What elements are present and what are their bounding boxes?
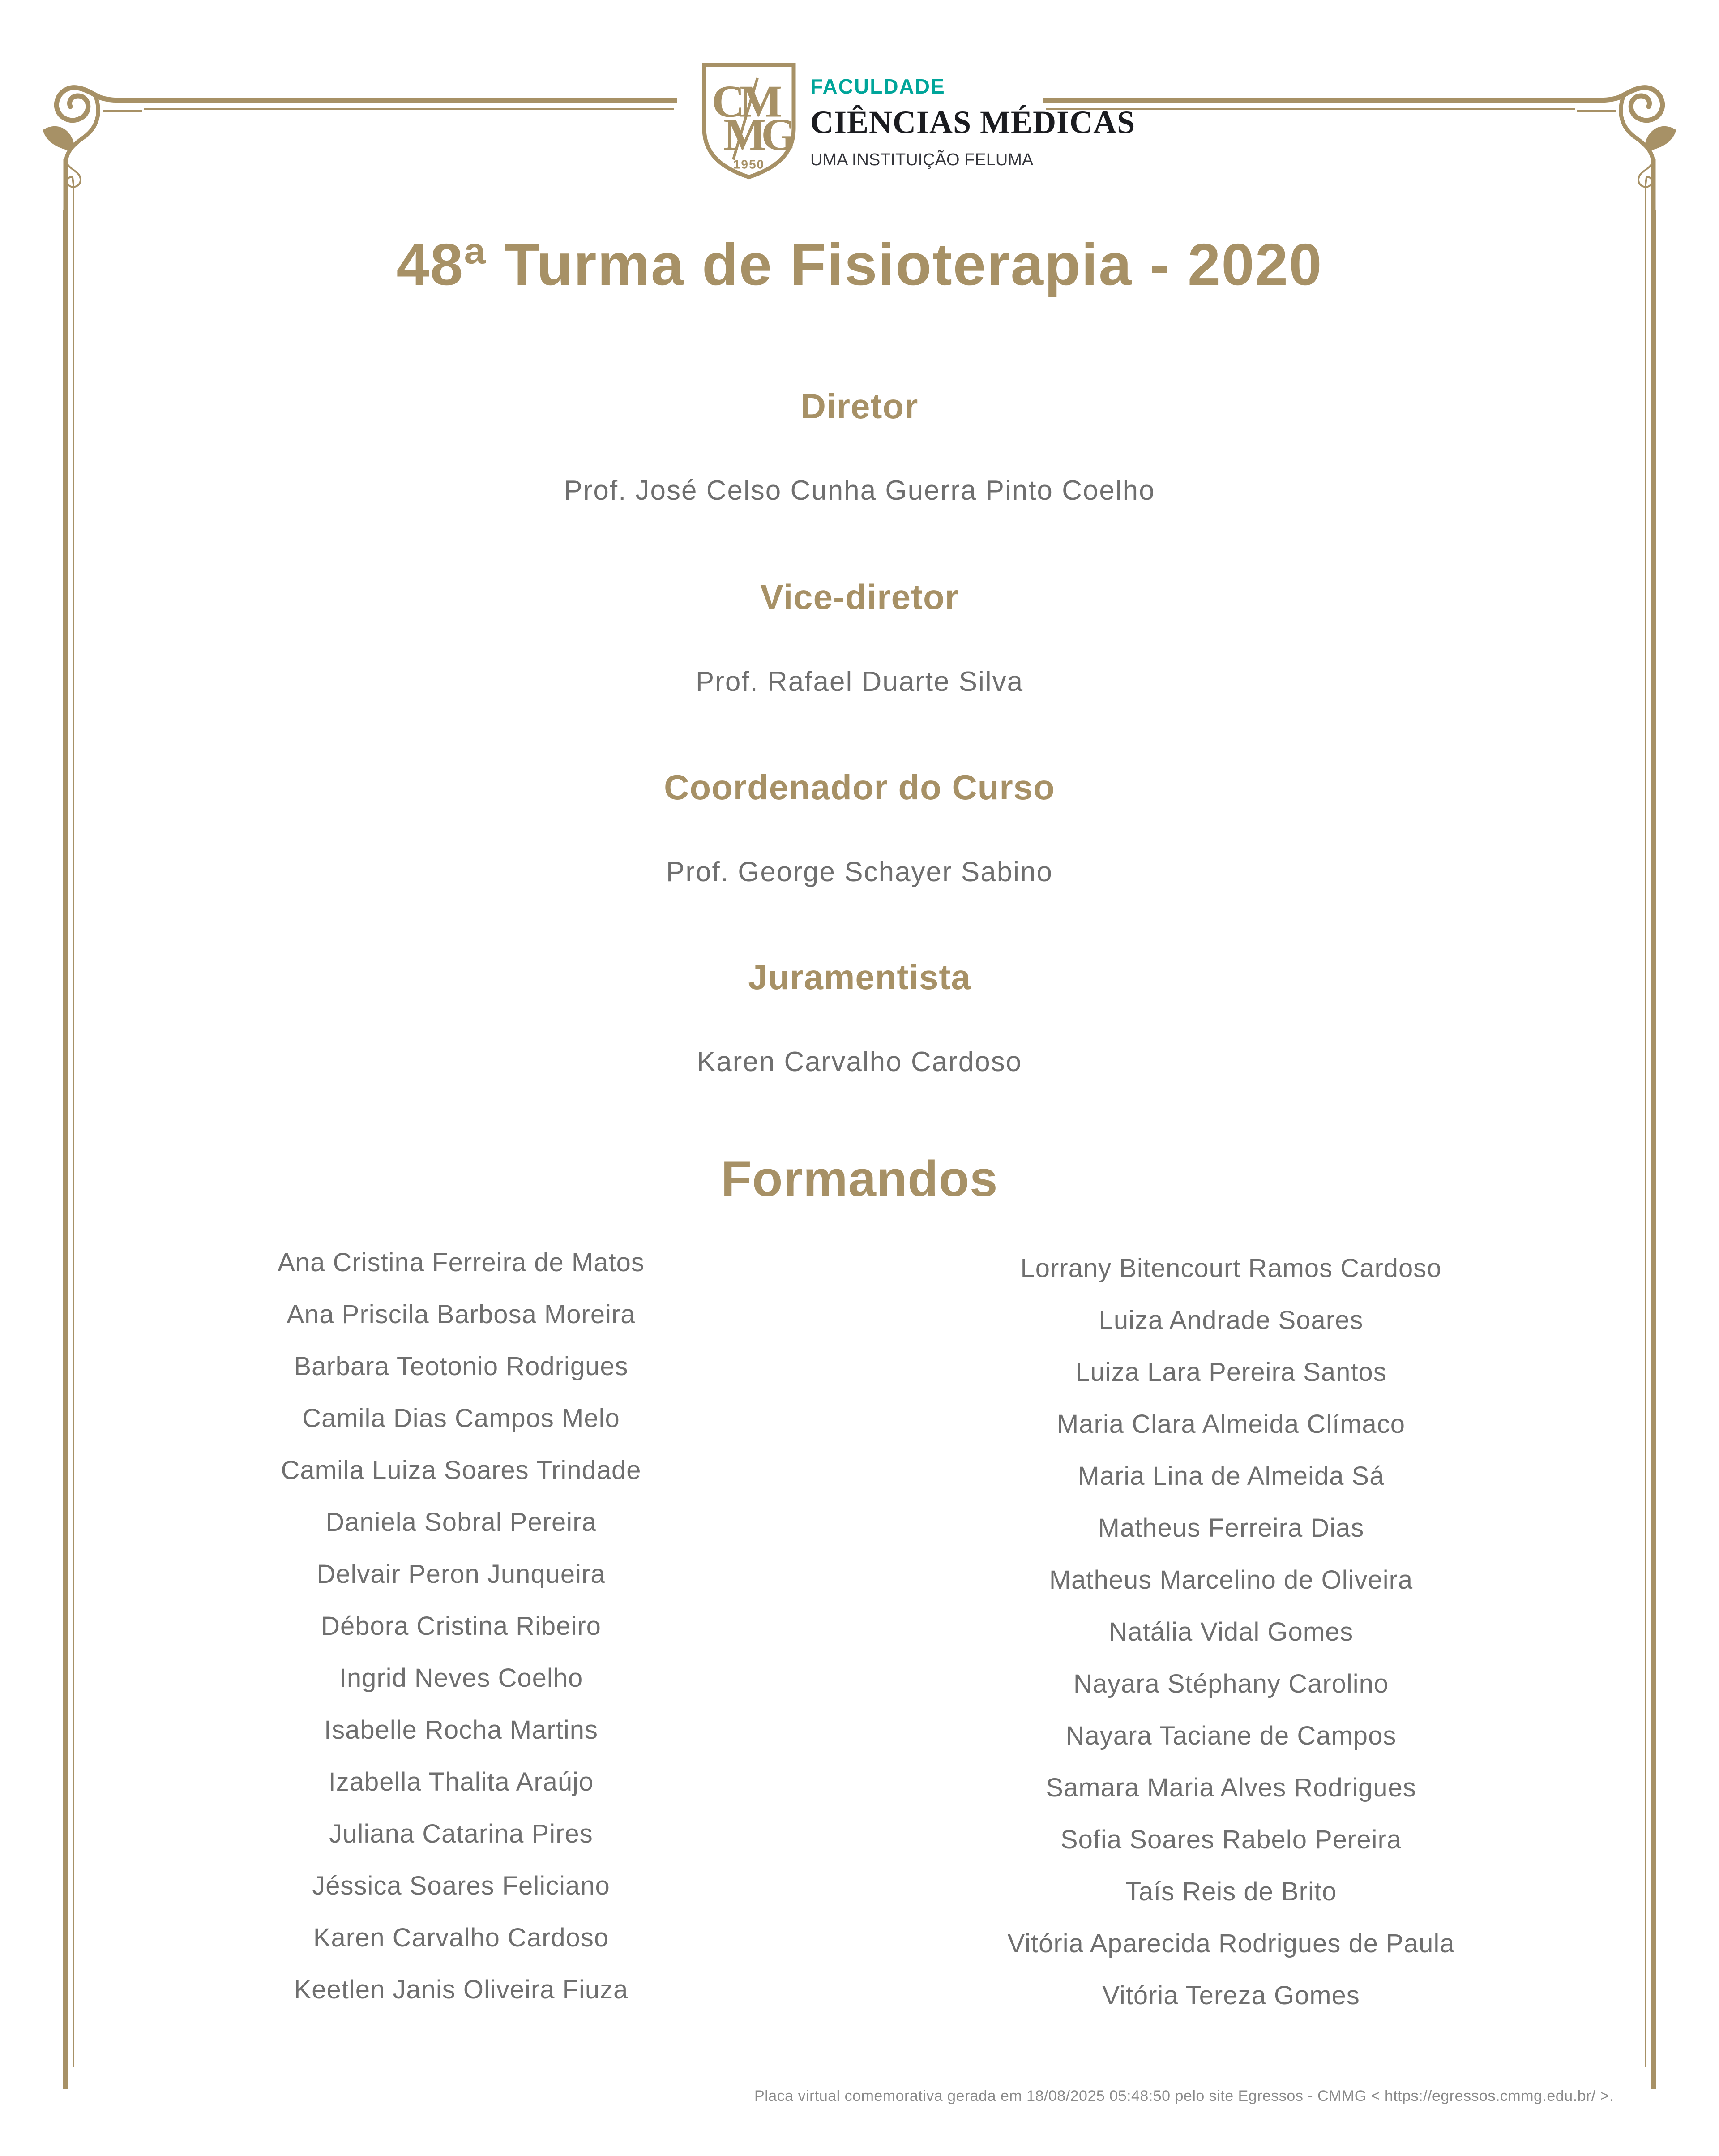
formandos-column-left [103, 1237, 819, 2016]
cmmg-shield-logo [700, 62, 798, 181]
list-item: Débora Cristina Ribeiro [321, 1612, 601, 1641]
border-top-thin-left [144, 108, 674, 110]
list-item: Ana Priscila Barbosa Moreira [286, 1300, 636, 1329]
formandos-heading: Formandos [721, 1151, 998, 1207]
section-heading-vice-diretor: Vice-diretor [760, 577, 959, 617]
section-heading-juramentista: Juramentista [748, 957, 971, 997]
section-name-vice-diretor: Prof. Rafael Duarte Silva [695, 666, 1024, 697]
list-item: Natália Vidal Gomes [1108, 1617, 1354, 1646]
logo-line-ciencias-medicas: CIÊNCIAS MÉDICAS [810, 104, 1136, 140]
list-item: Juliana Catarina Pires [329, 1819, 593, 1848]
list-item: Karen Carvalho Cardoso [313, 1923, 609, 1952]
generation-footer-text: Placa virtual comemorativa gerada em 18/08/2025 05:48:50 pelo site Egressos - CMMG < https://egressos.cmmg.edu.br/ >. [754, 2087, 1614, 2105]
list-item: Daniela Sobral Pereira [325, 1508, 597, 1537]
list-item: Barbara Teotonio Rodrigues [294, 1352, 629, 1381]
section-name-diretor: Prof. José Celso Cunha Guerra Pinto Coelho [564, 475, 1155, 506]
list-item: Taís Reis de Brito [1125, 1877, 1337, 1906]
page-title: 48ª Turma de Fisioterapia - 2020 [396, 231, 1323, 297]
list-item: Maria Clara Almeida Clímaco [1056, 1410, 1406, 1439]
border-top-thick-left [141, 98, 677, 103]
list-item: Camila Luiza Soares Trindade [281, 1456, 641, 1485]
list-item: Ana Cristina Ferreira de Matos [278, 1248, 645, 1277]
list-item: Isabelle Rocha Martins [324, 1715, 598, 1745]
shield-year: 1950 [733, 157, 765, 171]
logo-line-faculdade: FACULDADE [810, 75, 945, 98]
shield-monogram-bottom: MG [723, 109, 791, 160]
list-item: Camila Dias Campos Melo [302, 1404, 620, 1433]
list-item: Vitória Tereza Gomes [1102, 1981, 1360, 2010]
list-item: Luiza Lara Pereira Santos [1075, 1358, 1387, 1387]
list-item: Jéssica Soares Feliciano [312, 1871, 610, 1900]
list-item: Vitória Aparecida Rodrigues de Paula [1007, 1929, 1455, 1958]
list-item: Keetlen Janis Oliveira Fiuza [294, 1975, 629, 2004]
list-item: Sofia Soares Rabelo Pereira [1060, 1825, 1402, 1854]
section-heading-diretor: Diretor [800, 386, 919, 426]
list-item: Matheus Ferreira Dias [1098, 1513, 1364, 1543]
section-heading-coordenador: Coordenador do Curso [664, 767, 1055, 807]
list-item: Izabella Thalita Araújo [328, 1767, 594, 1796]
formandos-column-right [873, 1243, 1589, 2022]
border-top-thick-right [1043, 98, 1578, 103]
section-name-juramentista: Karen Carvalho Cardoso [697, 1046, 1022, 1077]
list-item: Nayara Stéphany Carolino [1073, 1669, 1389, 1698]
list-item: Luiza Andrade Soares [1099, 1306, 1364, 1335]
section-name-coordenador: Prof. George Schayer Sabino [666, 857, 1053, 887]
corner-flourish-icon [27, 54, 170, 242]
list-item: Ingrid Neves Coelho [339, 1663, 583, 1693]
shield-monogram-top: CM [712, 76, 777, 127]
list-item: Matheus Marcelino de Oliveira [1049, 1565, 1413, 1594]
list-item: Samara Maria Alves Rodrigues [1046, 1773, 1416, 1802]
list-item: Nayara Taciane de Campos [1065, 1721, 1397, 1750]
list-item: Delvair Peron Junqueira [316, 1560, 606, 1589]
list-item: Maria Lina de Almeida Sá [1078, 1462, 1385, 1491]
corner-flourish-icon [1549, 54, 1692, 242]
list-item: Lorrany Bitencourt Ramos Cardoso [1020, 1254, 1442, 1283]
logo-line-instituicao: UMA INSTITUIÇÃO FELUMA [810, 150, 1034, 169]
